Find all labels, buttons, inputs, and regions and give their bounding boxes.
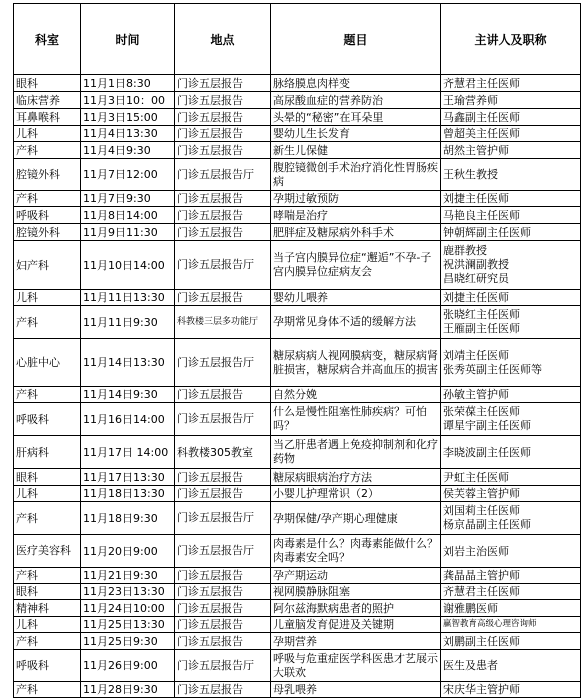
table-row <box>14 241 581 290</box>
cell-place: 门诊五层报告 <box>175 109 271 126</box>
cell-time: 11月16日14:00 <box>81 403 175 436</box>
cell-speaker: 刘捷主任医师 <box>441 290 581 306</box>
cell-speaker: 齐慧君主任医师 <box>441 584 581 600</box>
cell-dept: 临床营养 <box>14 92 81 109</box>
cell-place: 门诊五层报告 <box>175 224 271 241</box>
cell-speaker: 刘鹏副主任医师 <box>441 633 581 650</box>
table-row <box>14 469 581 486</box>
cell-topic: 肉毒素是什么？肉毒素能做什么？肉毒素安全吗？ <box>271 535 441 568</box>
cell-time: 11月14日13:30 <box>81 339 175 387</box>
cell-time: 11月7日9:30 <box>81 191 175 207</box>
cell-dept: 医疗美容科 <box>14 535 81 568</box>
cell-time: 11月3日10：00 <box>81 92 175 109</box>
cell-time: 11月23日13:30 <box>81 584 175 600</box>
cell-speaker: 尹虹主任医师 <box>441 469 581 486</box>
cell-dept: 精神科 <box>14 600 81 617</box>
table-row <box>14 650 581 682</box>
cell-place: 门诊五层报告 <box>175 469 271 486</box>
cell-place: 门诊五层报告 <box>175 75 271 92</box>
cell-place: 门诊五层报告 <box>175 486 271 502</box>
cell-speaker: 张荣葆主任医师 谭星宇副主任医师 <box>441 403 581 436</box>
cell-dept: 儿科 <box>14 290 81 306</box>
cell-speaker: 钟朝辉副主任医师 <box>441 224 581 241</box>
cell-topic: 什么是慢性阻塞性肺疾病？可怕吗？ <box>271 403 441 436</box>
cell-topic: 呼吸与危重症医学科医患才艺展示大联欢 <box>271 650 441 682</box>
table-row <box>14 126 581 142</box>
cell-place: 门诊五层报告厅 <box>175 403 271 436</box>
table-row <box>14 403 581 436</box>
table-row <box>14 75 581 92</box>
cell-dept: 产科 <box>14 568 81 584</box>
table-row <box>14 633 581 650</box>
cell-dept: 眼科 <box>14 584 81 600</box>
cell-speaker: 宋庆华主管护师 <box>441 682 581 698</box>
cell-topic: 糖尿病病人视网膜病变，糖尿病肾脏损害，糖尿病合并高血压的损害 <box>271 339 441 387</box>
cell-topic: 孕产期运动 <box>271 568 441 584</box>
table-row <box>14 339 581 387</box>
table-row <box>14 502 581 535</box>
cell-speaker: 李晓波副主任医师 <box>441 436 581 469</box>
cell-topic: 婴幼儿生长发育 <box>271 126 441 142</box>
cell-speaker: 孙敏主管护师 <box>441 387 581 403</box>
cell-topic: 肥胖症及糖尿病外科手术 <box>271 224 441 241</box>
cell-dept: 肝病科 <box>14 436 81 469</box>
table-row <box>14 109 581 126</box>
cell-speaker: 赢智教育高级心理咨询师 <box>441 617 581 633</box>
cell-time: 11月10日14:00 <box>81 241 175 290</box>
cell-time: 11月11日13:30 <box>81 290 175 306</box>
cell-place: 门诊五层报告厅 <box>175 159 271 191</box>
cell-place: 门诊五层报告 <box>175 92 271 109</box>
cell-speaker: 鹿群教授 祝洪澜副教授 昌晓红研究员 <box>441 241 581 290</box>
cell-speaker: 谢雅鹏医师 <box>441 600 581 617</box>
cell-speaker: 龚晶晶主管护师 <box>441 568 581 584</box>
cell-topic: 高尿酸血症的营养防治 <box>271 92 441 109</box>
cell-topic: 儿童脑发育促进及关键期 <box>271 617 441 633</box>
cell-speaker: 马鑫副主任医师 <box>441 109 581 126</box>
cell-dept: 产科 <box>14 633 81 650</box>
cell-time: 11月21日9:30 <box>81 568 175 584</box>
cell-dept: 产科 <box>14 682 81 698</box>
table-row <box>14 682 581 698</box>
cell-time: 11月9日11:30 <box>81 224 175 241</box>
table-row <box>14 535 581 568</box>
cell-time: 11月7日12:00 <box>81 159 175 191</box>
cell-time: 11月17日 14:00 <box>81 436 175 469</box>
header-speaker: 主讲人及职称 <box>441 4 581 75</box>
cell-time: 11月17日13:30 <box>81 469 175 486</box>
cell-dept: 呼吸科 <box>14 207 81 224</box>
table-row <box>14 224 581 241</box>
cell-speaker: 王秋生教授 <box>441 159 581 191</box>
cell-speaker: 王瑜营养师 <box>441 92 581 109</box>
cell-time: 11月1日8:30 <box>81 75 175 92</box>
table-row <box>14 92 581 109</box>
table-row <box>14 568 581 584</box>
cell-topic: 腹腔镜微创手术治疗消化性胃肠疾病 <box>271 159 441 191</box>
cell-topic: 阿尔兹海默病患者的照护 <box>271 600 441 617</box>
cell-place: 门诊五层报告 <box>175 207 271 224</box>
cell-speaker: 医生及患者 <box>441 650 581 682</box>
cell-time: 11月4日9:30 <box>81 142 175 159</box>
cell-time: 11月3日15:00 <box>81 109 175 126</box>
cell-place: 门诊五层报告 <box>175 290 271 306</box>
table-row <box>14 306 581 339</box>
cell-topic: 糖尿病眼病治疗方法 <box>271 469 441 486</box>
cell-speaker: 侯芙蓉主管护师 <box>441 486 581 502</box>
cell-topic: 孕期营养 <box>271 633 441 650</box>
cell-time: 11月18日9:30 <box>81 502 175 535</box>
cell-time: 11月8日14:00 <box>81 207 175 224</box>
cell-dept: 呼吸科 <box>14 403 81 436</box>
cell-place: 科教楼305教室 <box>175 436 271 469</box>
table-row <box>14 290 581 306</box>
cell-speaker: 张晓红主任医师 王雁副主任医师 <box>441 306 581 339</box>
cell-dept: 产科 <box>14 387 81 403</box>
cell-time: 11月11日9:30 <box>81 306 175 339</box>
cell-topic: 孕期保健/孕产期心理健康 <box>271 502 441 535</box>
cell-dept: 呼吸科 <box>14 650 81 682</box>
cell-topic: 母乳喂养 <box>271 682 441 698</box>
cell-topic: 头晕的“秘密”在耳朵里 <box>271 109 441 126</box>
cell-dept: 儿科 <box>14 126 81 142</box>
cell-time: 11月20日9:00 <box>81 535 175 568</box>
cell-time: 11月25日13:30 <box>81 617 175 633</box>
cell-topic: 孕期过敏预防 <box>271 191 441 207</box>
cell-time: 11月28日9:30 <box>81 682 175 698</box>
table-row <box>14 600 581 617</box>
cell-time: 11月24日10:00 <box>81 600 175 617</box>
cell-place: 门诊五层报告厅 <box>175 502 271 535</box>
cell-speaker: 刘捷主任医师 <box>441 191 581 207</box>
cell-place: 门诊五层报告 <box>175 682 271 698</box>
cell-dept: 产科 <box>14 142 81 159</box>
header-row <box>14 4 581 75</box>
cell-time: 11月26日9:00 <box>81 650 175 682</box>
cell-topic: 婴幼儿喂养 <box>271 290 441 306</box>
cell-dept: 心脏中心 <box>14 339 81 387</box>
cell-topic: 哮喘是治疗 <box>271 207 441 224</box>
cell-place: 门诊五层报告 <box>175 600 271 617</box>
table-row <box>14 486 581 502</box>
schedule-body <box>14 75 581 698</box>
cell-speaker: 胡然主管护师 <box>441 142 581 159</box>
cell-dept: 儿科 <box>14 486 81 502</box>
header-dept: 科室 <box>14 4 81 75</box>
cell-place: 门诊五层报告 <box>175 633 271 650</box>
cell-dept: 腔镜外科 <box>14 224 81 241</box>
cell-speaker: 刘岩主治医师 <box>441 535 581 568</box>
cell-time: 11月18日13:30 <box>81 486 175 502</box>
cell-speaker: 马艳良主任医师 <box>441 207 581 224</box>
cell-place: 门诊五层报告厅 <box>175 650 271 682</box>
cell-topic: 当乙肝患者遇上免疫抑制剂和化疗药物 <box>271 436 441 469</box>
cell-place: 门诊五层报告 <box>175 126 271 142</box>
cell-dept: 妇产科 <box>14 241 81 290</box>
cell-dept: 耳鼻喉科 <box>14 109 81 126</box>
cell-place: 门诊五层报告 <box>175 142 271 159</box>
cell-speaker: 齐慧君主任医师 <box>441 75 581 92</box>
table-row <box>14 191 581 207</box>
table-row <box>14 142 581 159</box>
lecture-schedule-table <box>13 3 581 698</box>
cell-topic: 自然分娩 <box>271 387 441 403</box>
cell-speaker: 曾超美主任医师 <box>441 126 581 142</box>
cell-dept: 产科 <box>14 191 81 207</box>
cell-place: 门诊五层报告 <box>175 617 271 633</box>
cell-time: 11月25日9:30 <box>81 633 175 650</box>
cell-speaker: 刘靖主任医师 张秀英副主任医师等 <box>441 339 581 387</box>
header-topic: 题目 <box>271 4 441 75</box>
table-row <box>14 436 581 469</box>
cell-topic: 新生儿保健 <box>271 142 441 159</box>
cell-place: 门诊五层报告 <box>175 584 271 600</box>
cell-place: 门诊五层报告 <box>175 568 271 584</box>
cell-dept: 腔镜外科 <box>14 159 81 191</box>
cell-time: 11月4日13:30 <box>81 126 175 142</box>
table-row <box>14 207 581 224</box>
cell-dept: 眼科 <box>14 75 81 92</box>
table-row <box>14 387 581 403</box>
table-row <box>14 617 581 633</box>
cell-dept: 儿科 <box>14 617 81 633</box>
cell-place: 门诊五层报告厅 <box>175 339 271 387</box>
cell-speaker: 刘国莉主任医师 杨京晶副主任医师 <box>441 502 581 535</box>
cell-place: 门诊五层报告 <box>175 191 271 207</box>
cell-place: 门诊五层报告 <box>175 387 271 403</box>
cell-dept: 产科 <box>14 502 81 535</box>
table-row <box>14 159 581 191</box>
cell-topic: 当子宫内膜异位症“邂逅”不孕-子宫内膜异位症病友会 <box>271 241 441 290</box>
header-place: 地点 <box>175 4 271 75</box>
cell-dept: 眼科 <box>14 469 81 486</box>
cell-topic: 孕期常见身体不适的缓解方法 <box>271 306 441 339</box>
header-time: 时间 <box>81 4 175 75</box>
cell-place: 门诊五层报告厅 <box>175 241 271 290</box>
cell-topic: 小婴儿护理常识（2） <box>271 486 441 502</box>
cell-place: 门诊五层报告厅 <box>175 535 271 568</box>
cell-time: 11月14日9:30 <box>81 387 175 403</box>
cell-topic: 脉络膜息肉样变 <box>271 75 441 92</box>
cell-dept: 产科 <box>14 306 81 339</box>
cell-place: 科教楼三层多功能厅 <box>175 306 271 339</box>
lecture-schedule-sheet <box>13 3 580 698</box>
cell-topic: 视网膜静脉阻塞 <box>271 584 441 600</box>
table-row <box>14 584 581 600</box>
